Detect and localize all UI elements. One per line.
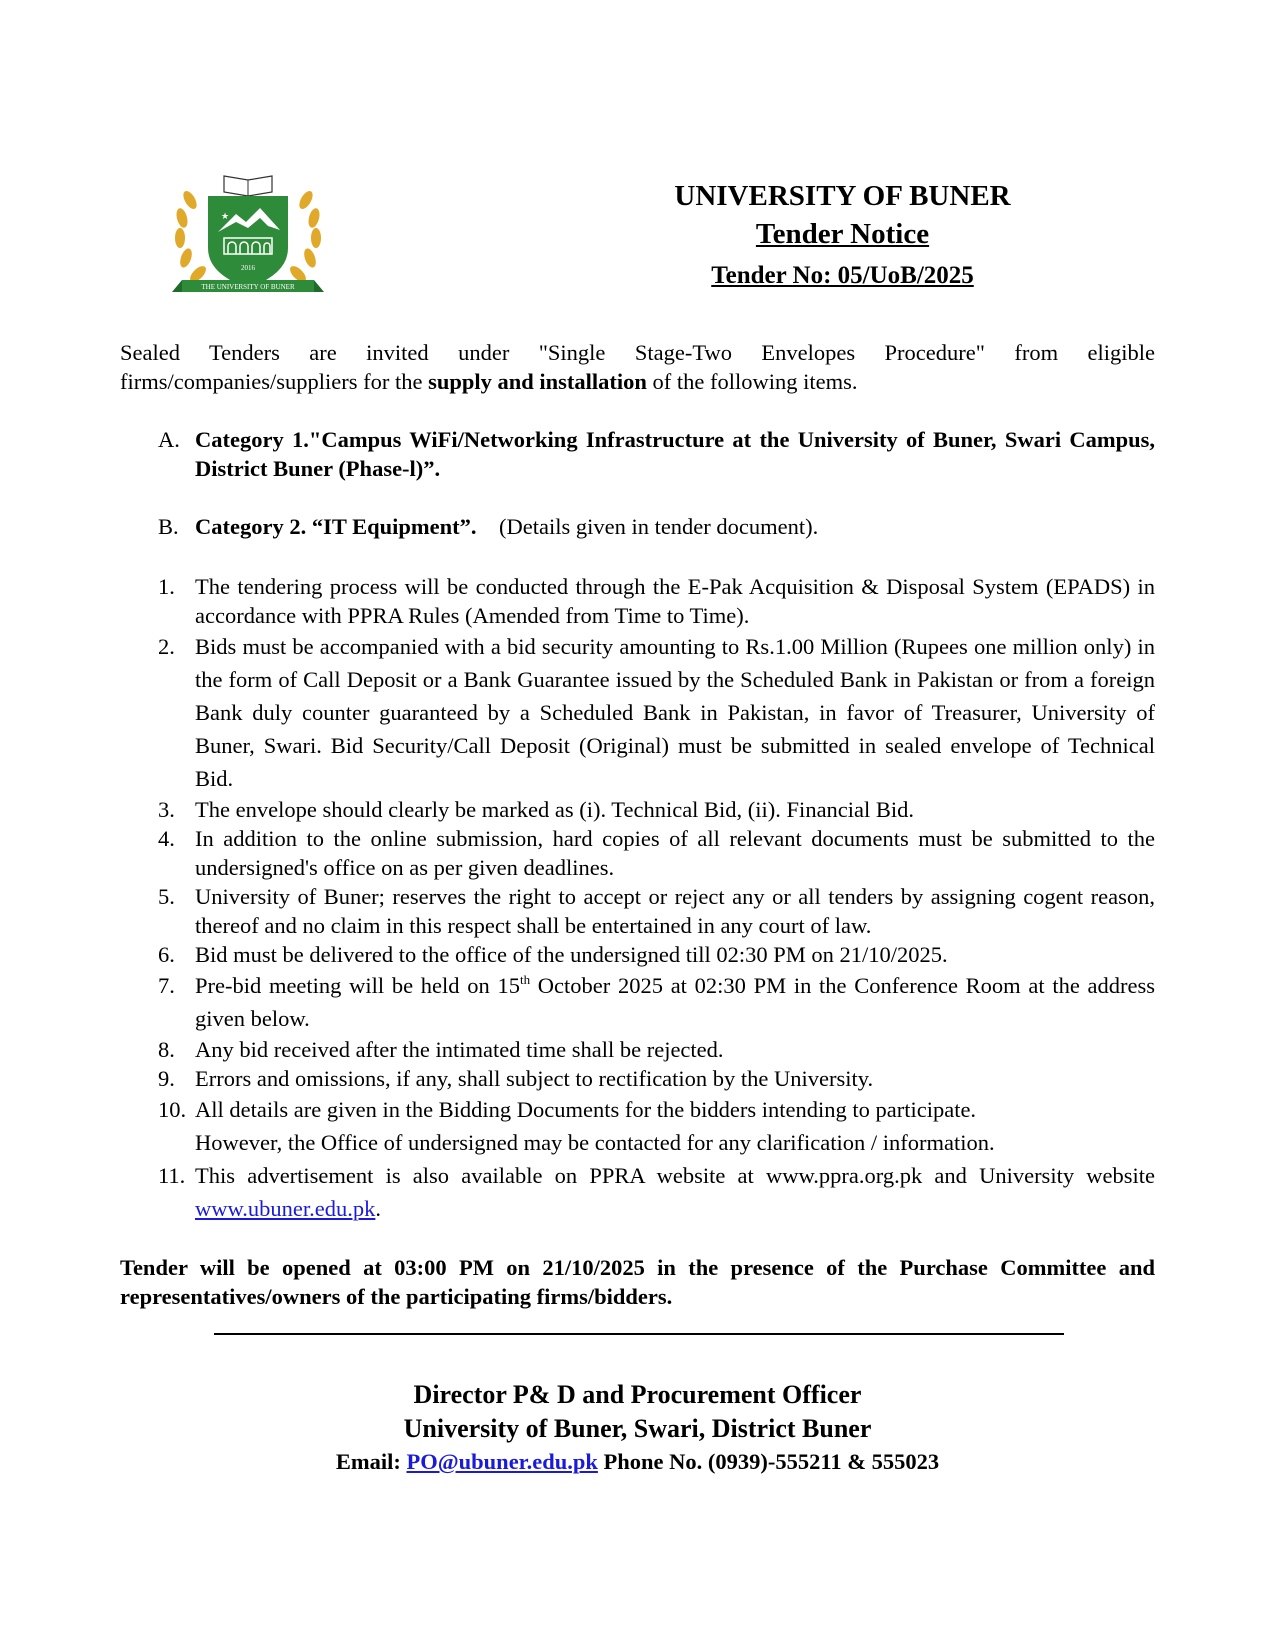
tender-number: Tender No: 05/UoB/2025: [711, 262, 974, 289]
condition-item: [120, 1159, 1155, 1225]
signatory-address: University of Buner, Swari, District Buner: [403, 1414, 872, 1443]
list-marker: 3.: [158, 797, 175, 822]
category-title: Category 2. “IT Equipment”.: [195, 514, 477, 539]
condition-item: [120, 572, 1155, 630]
condition-text: Bids must be accompanied with a bid security amounting to Rs.1.00 Million (Rupees one million only) in the form of Call Deposit or a Bank Guarantee issued by the Scheduled Bank in Pakistan or from a foreign Bank duly counter guaranteed by a Scheduled Bank in Pakistan, in favor of Treasurer, University of Buner, Swari. Bid Security/Call Deposit (Original) must be submitted in sealed envelope of Technical Bid.: [195, 634, 1155, 791]
condition-text: Errors and omissions, if any, shall subject to rectification by the University.: [195, 1066, 874, 1091]
intro-paragraph: [120, 338, 1155, 396]
condition-text: The tendering process will be conducted through the E-Pak Acquisition & Disposal System (EPADS) in accordance with PPRA Rules (Amended from Time to Time).: [195, 574, 1155, 628]
condition-text-part: October 2025 at 02:30 PM in the Conference Room at the address given below.: [195, 973, 1155, 1031]
condition-item: [120, 969, 1155, 1035]
svg-text:★: ★: [221, 212, 230, 222]
condition-text: [195, 969, 1155, 1035]
category-note: (Details given in tender document).: [498, 514, 819, 539]
condition-line: All details are given in the Bidding Documents for the bidders intending to participate.: [195, 1097, 977, 1122]
condition-text: Any bid received after the intimated time shall be rejected.: [195, 1037, 724, 1062]
intro-text: Sealed Tenders are invited under "Single Stage-Two Envelopes Procedure" from eligible firms/companies/suppliers for the: [120, 340, 1155, 394]
condition-text: Bid must be delivered to the office of the undersigned till 02:30 PM on 21/10/2025.: [195, 942, 948, 967]
condition-text-part: This advertisement is also available on PPRA website at www.ppra.org.pk and University website: [195, 1163, 1155, 1188]
logo-caption: THE UNIVERSITY OF BUNER: [201, 283, 295, 291]
category-title: Category 1."Campus WiFi/Networking Infrastructure at the University of Buner, Swari Campus, District Buner (Phase-l)”.: [195, 427, 1155, 481]
list-marker: 6.: [158, 942, 175, 967]
list-marker: A.: [158, 427, 180, 452]
contact-line: [0, 1449, 1275, 1475]
list-marker: 9.: [158, 1066, 175, 1091]
condition-text: In addition to the online submission, hard copies of all relevant documents must be submitted to the undersigned's office on as per given deadlines.: [195, 826, 1155, 880]
list-marker: 8.: [158, 1037, 175, 1062]
list-marker: 7.: [158, 973, 175, 998]
list-marker: 11.: [158, 1163, 186, 1188]
closing-statement: Tender will be opened at 03:00 PM on 21/10/2025 in the presence of the Purchase Committee and representatives/owners of the participating firms/bidders.: [120, 1255, 1155, 1309]
intro-emphasis: supply and installation: [428, 369, 647, 394]
signatory-title: Director P& D and Procurement Officer: [413, 1380, 862, 1409]
condition-item: [120, 940, 1155, 969]
category-item: [120, 512, 1155, 541]
condition-text: University of Buner; reserves the right to accept or reject any or all tenders by assigning cogent reason, thereof and no claim in this respect shall be entertained in any court of law.: [195, 884, 1155, 938]
email-link[interactable]: PO@ubuner.edu.pk: [406, 1449, 598, 1474]
condition-item: [120, 630, 1155, 795]
category-item: [120, 425, 1155, 483]
condition-text: [195, 1093, 1155, 1159]
university-name: UNIVERSITY OF BUNER: [674, 180, 1011, 212]
condition-item: [120, 795, 1155, 824]
list-marker: 5.: [158, 884, 175, 909]
phone-number: Phone No. (0939)-555211 & 555023: [597, 1449, 940, 1474]
condition-text: [195, 1159, 1155, 1225]
list-marker: 10.: [158, 1097, 187, 1122]
divider: [214, 1333, 1064, 1335]
condition-line: However, the Office of undersigned may be contacted for any clarification / information.: [195, 1130, 995, 1155]
condition-text: The envelope should clearly be marked as (i). Technical Bid, (ii). Financial Bid.: [195, 797, 915, 822]
page-title: Tender Notice: [755, 218, 930, 250]
email-label: Email:: [335, 1449, 407, 1474]
logo-year: 2016: [241, 264, 255, 272]
ordinal-suffix: th: [519, 972, 531, 987]
condition-item: [120, 1093, 1155, 1159]
list-marker: 1.: [158, 574, 175, 599]
condition-text-part: Pre-bid meeting will be held on 15: [195, 973, 520, 998]
university-website-link[interactable]: www.ubuner.edu.pk: [195, 1196, 376, 1221]
condition-item: [120, 1064, 1155, 1093]
list-marker: 2.: [158, 634, 175, 659]
list-marker: B.: [158, 514, 179, 539]
list-marker: 4.: [158, 826, 175, 851]
condition-text-part: .: [375, 1196, 382, 1221]
intro-text-end: of the following items.: [646, 369, 858, 394]
condition-item: [120, 824, 1155, 882]
condition-item: [120, 882, 1155, 940]
condition-item: [120, 1035, 1155, 1064]
